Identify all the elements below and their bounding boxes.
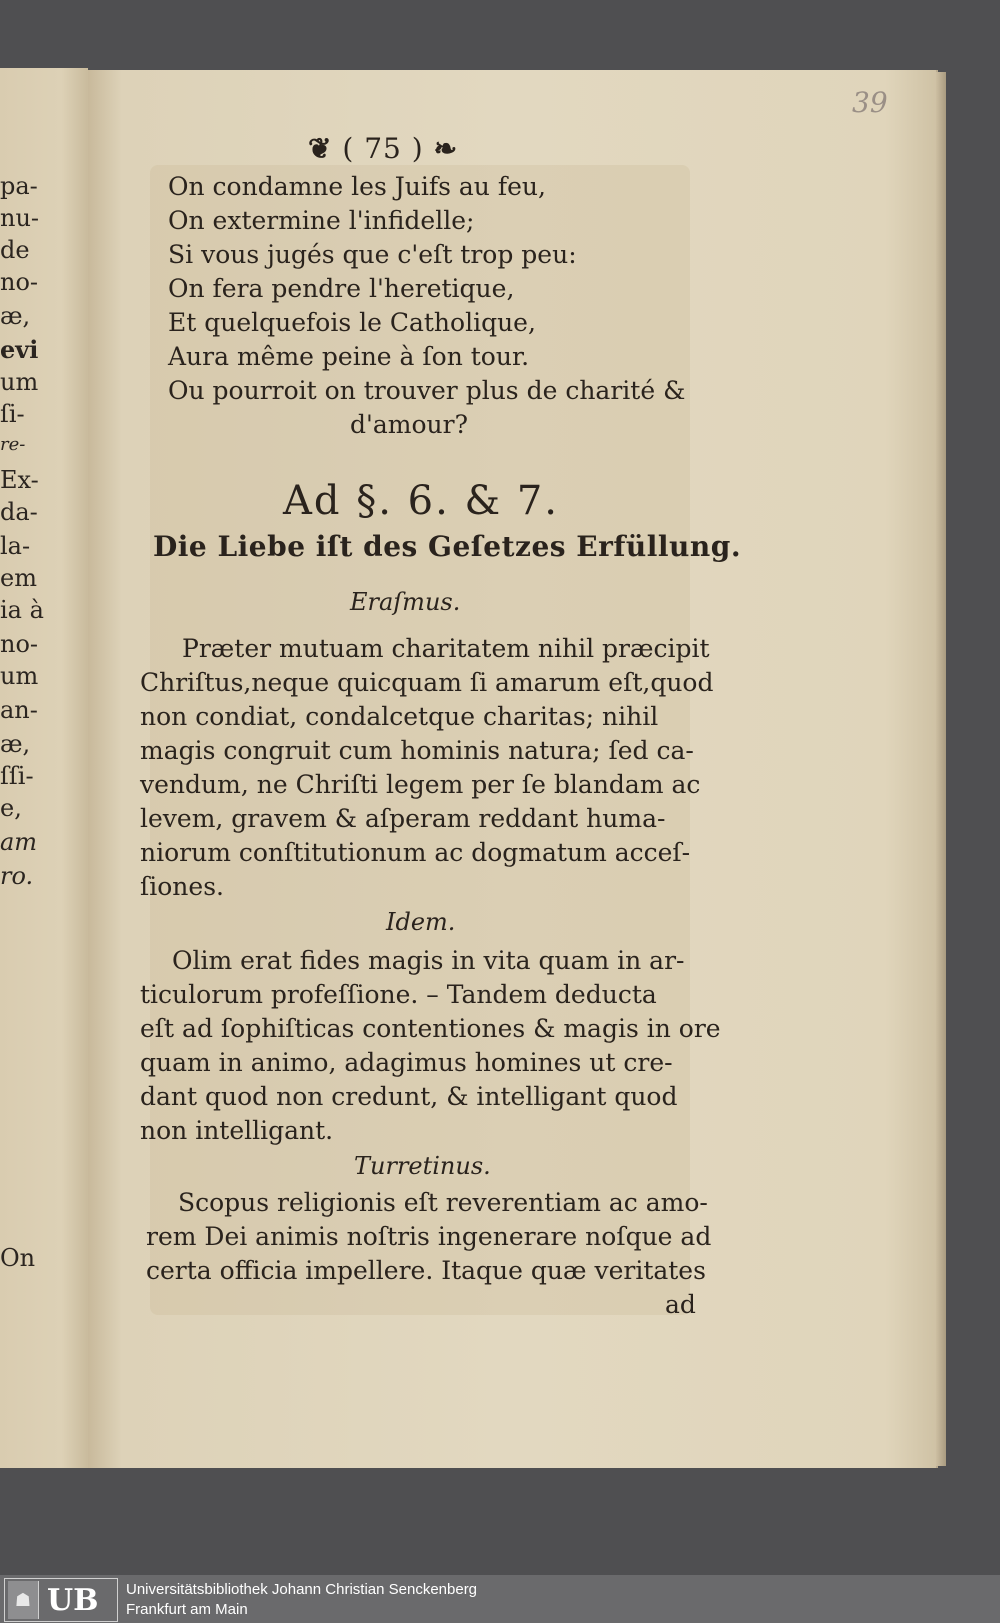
institution-line-2: Frankfurt am Main [126,1601,248,1618]
verse-line: On extermine l'infidelle; [168,206,475,235]
logo-text: UB [47,1582,99,1618]
pencil-folio-number: 39 [852,86,888,119]
verse-line: On condamne les Juifs au feu, [168,172,546,201]
left-fragment: em [0,564,37,592]
left-fragment: ia à [0,596,44,624]
paragraph-line: ſiones. [140,872,224,901]
verse-line: d'amour? [350,410,468,439]
verse-line: Aura même peine à ſon tour. [168,342,530,371]
page-header [308,132,458,165]
paragraph-line: magis congruit cum hominis natura; ſed ca- [140,736,694,765]
verse-line: On fera pendre l'heretique, [168,274,515,303]
paragraph-line: vendum, ne Chriſti legem per ſe blandam ac [140,770,701,799]
left-fragment: de [0,236,30,264]
left-fragment: On [0,1244,36,1272]
paragraph-line: ticulorum profeſſione. – Tandem deducta [140,980,657,1009]
left-fragment: um [0,662,39,690]
paragraph-line: non condiat, condalcetque charitas; nihil [140,702,659,731]
institution-name [126,1580,477,1620]
fraktur-heading: Die Liebe iſt des Geſetzes Erfüllung. [153,530,742,563]
verse-line: Si vous jugés que c'eſt trop peu: [168,240,577,269]
paragraph-line: certa officia impellere. Itaque quæ veritates [146,1256,706,1285]
paragraph-line: rem Dei animis noſtris ingenerare noſque ad [146,1222,712,1251]
verse-line: Ou pourroit on trouver plus de charité & [168,376,686,405]
left-fragment: ſſi- [0,762,34,790]
ornament-right-icon: ❧ [433,132,459,165]
author-name: Turretinus. [354,1152,491,1180]
left-fragment: nu- [0,204,40,232]
page-edge [936,72,946,1466]
paragraph-line: niorum conſtitutionum ac dogmatum acceſ- [140,838,691,867]
paragraph-line: Scopus religionis eſt reverentiam ac amo- [178,1188,708,1217]
left-fragment: um [0,368,39,396]
left-fragment: re- [0,434,26,455]
left-fragment: æ, [0,730,31,758]
senckenberg-portrait-icon: ☗ [8,1581,39,1619]
left-fragment: la- [0,532,31,560]
left-fragment: æ, [0,302,31,330]
left-fragment: evi [0,335,39,364]
paragraph-line: Olim erat fides magis in vita quam in ar- [172,946,685,975]
paragraph-line: Chriſtus,neque quicquam ſi amarum eſt,quod [140,668,714,697]
page-number: ( 75 ) [342,132,424,165]
author-name: Idem. [386,908,456,936]
verse-line: Et quelquefois le Catholique, [168,308,536,337]
left-fragment: pa- [0,172,38,200]
left-fragment: no- [0,630,39,658]
paragraph-line: non intelligant. [140,1116,334,1145]
left-fragment: da- [0,498,38,526]
left-page-edge [0,68,88,1468]
paragraph-line: quam in animo, adagimus homines ut cre- [140,1048,673,1077]
paragraph-line: dant quod non credunt, & intelligant quod [140,1082,678,1111]
left-fragment: ſi- [0,400,25,428]
paragraph-line: Præter mutuam charitatem nihil præcipit [182,634,710,663]
left-fragment: am [0,828,38,856]
paragraph-line: eſt ad ſophiſticas contentiones & magis in ore [140,1014,721,1043]
left-fragment: ro. [0,862,34,890]
ornament-left-icon: ❦ [308,132,333,165]
left-fragment: Ex- [0,466,39,494]
left-fragment: e, [0,794,22,822]
library-logo [4,1578,118,1622]
left-fragment: an- [0,696,38,724]
left-fragment: no- [0,268,39,296]
catchword: ad [665,1290,696,1319]
paragraph-line: levem, gravem & aſperam reddant huma- [140,804,666,833]
author-name: Eraſmus. [350,588,461,616]
institution-line-1: Universitätsbibliothek Johann Christian Senckenberg [126,1581,478,1598]
section-heading: Ad §. 6. & 7. [283,478,559,524]
